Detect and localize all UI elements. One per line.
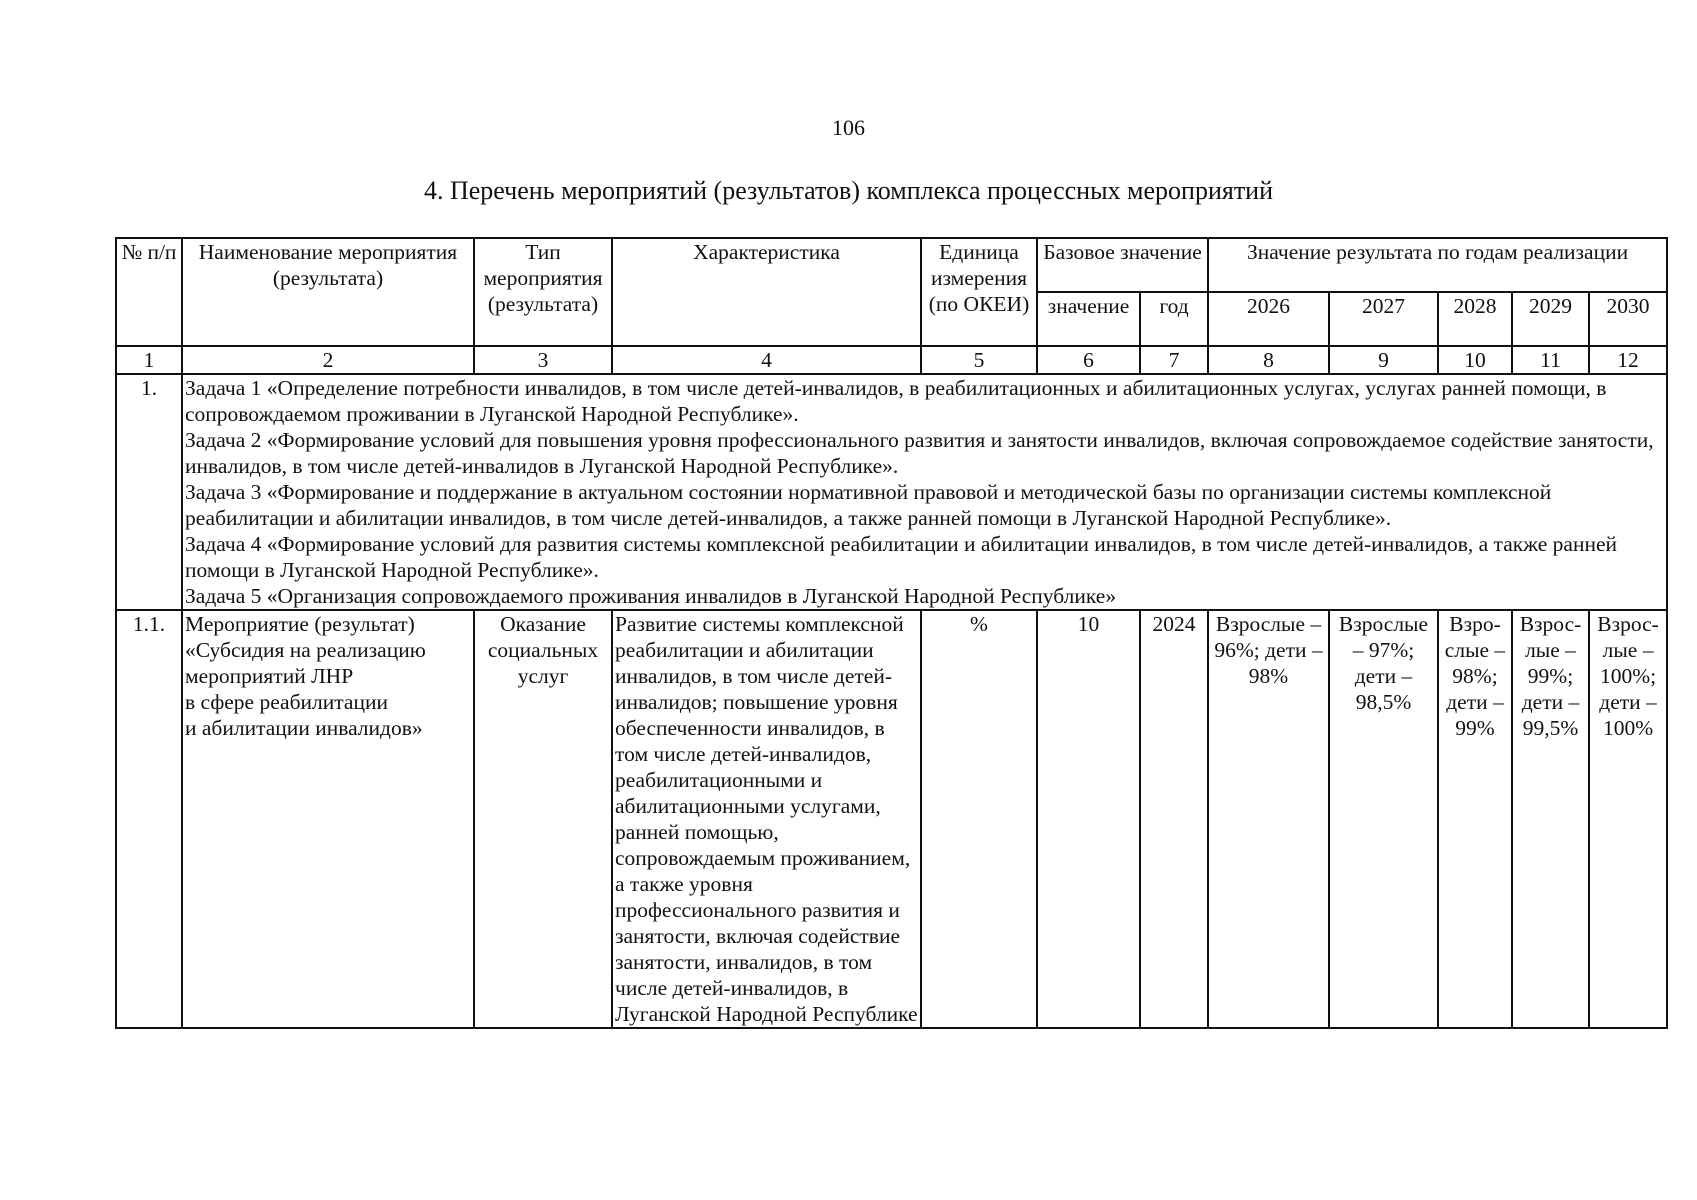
header-year-2028: 2028	[1438, 292, 1512, 346]
task-2: Задача 2 «Формирование условий для повышения уровня профессионального развития и занятости инвалидов, включая сопровождаемое содействие занятости, инвалидов, в том числе детей-инвалидов в Луганской Народной Республике».	[185, 428, 1654, 478]
row-name-line: и абилитации инвалидов»	[185, 716, 423, 740]
column-number: 11	[1512, 346, 1589, 374]
row-name	[182, 610, 474, 1028]
header-num: № п/п	[116, 238, 182, 346]
column-number: 5	[921, 346, 1037, 374]
page-number: 106	[832, 115, 865, 140]
header-base-year: год	[1140, 292, 1208, 346]
column-number: 12	[1589, 346, 1667, 374]
column-number: 7	[1140, 346, 1208, 374]
header-base-value: значение	[1037, 292, 1140, 346]
section-tasks	[182, 374, 1667, 610]
row-value-2029: Взрос-лые – 99%; дети – 99,5%	[1512, 610, 1589, 1028]
row-value-2030: Взрос-лые – 100%; дети – 100%	[1589, 610, 1667, 1028]
page-title: 4. Перечень мероприятий (результатов) комплекса процессных мероприятий	[423, 176, 1274, 205]
column-number: 9	[1329, 346, 1438, 374]
header-by-years: Значение результата по годам реализации	[1208, 238, 1667, 292]
header-year-2030: 2030	[1589, 292, 1667, 346]
header-year-2026: 2026	[1208, 292, 1329, 346]
row-characteristic: Развитие системы комплексной реабилитации и абилитации инвалидов, в том числе детей-инвалидов; повышение уровня обеспеченности инвалидов, в том числе детей-инвалидов, реабилитационными и абилитационными услугами, ранней помощью, сопровождаемым проживанием, а также уровня профессионального развития и занятости, включая содействие занятости, инвалидов, в том числе детей-инвалидов, в Луганской Народной Республике	[612, 610, 921, 1028]
row-value-2026: Взрослые – 96%; дети – 98%	[1208, 610, 1329, 1028]
column-number: 2	[182, 346, 474, 374]
column-number: 8	[1208, 346, 1329, 374]
column-number: 10	[1438, 346, 1512, 374]
section-row	[116, 374, 1667, 610]
section-num: 1.	[116, 374, 182, 610]
row-value-2028: Взро-слые – 98%; дети – 99%	[1438, 610, 1512, 1028]
task-4: Задача 4 «Формирование условий для развития системы комплексной реабилитации и абилитации инвалидов, в том числе детей-инвалидов, а также ранней помощи в Луганской Народной Республике».	[185, 532, 1618, 582]
row-base-value: 10	[1037, 610, 1140, 1028]
row-name-line: в сфере реабилитации	[185, 690, 388, 714]
row-name-line: мероприятий ЛНР	[185, 664, 354, 688]
row-num: 1.1.	[116, 610, 182, 1028]
header-characteristic: Характеристика	[612, 238, 921, 346]
table-row	[116, 610, 1667, 1028]
task-5: Задача 5 «Организация сопровождаемого проживания инвалидов в Луганской Народной Республике»	[185, 584, 1117, 608]
header-unit: Единица измерения (по ОКЕИ)	[921, 238, 1037, 346]
column-number: 6	[1037, 346, 1140, 374]
task-1: Задача 1 «Определение потребности инвалидов, в том числе детей-инвалидов, в реабилитационных и абилитационных услугах, услугах ранней помощи, в сопровождаемом проживании в Луганской Народной Республике».	[185, 376, 1607, 426]
column-number: 4	[612, 346, 921, 374]
row-name-line: «Субсидия на реализацию	[185, 638, 426, 662]
task-3: Задача 3 «Формирование и поддержание в актуальном состоянии нормативной правовой и методической базы по организации системы комплексной реабилитации и абилитации инвалидов, в том числе детей-инвалидов, а также ранней помощи в Луганской Народной Республике».	[185, 480, 1552, 530]
activities-table	[115, 237, 1668, 1029]
header-type: Тип мероприятия (результата)	[474, 238, 612, 346]
row-value-2027: Взрослые – 97%; дети – 98,5%	[1329, 610, 1438, 1028]
header-year-2029: 2029	[1512, 292, 1589, 346]
header-year-2027: 2027	[1329, 292, 1438, 346]
row-unit: %	[921, 610, 1037, 1028]
header-row	[116, 238, 1667, 292]
row-name-line: Мероприятие (результат)	[185, 612, 415, 636]
column-number-row	[116, 346, 1667, 374]
row-type: Оказание социальных услуг	[474, 610, 612, 1028]
header-name: Наименование мероприятия (результата)	[182, 238, 474, 346]
row-base-year: 2024	[1140, 610, 1208, 1028]
column-number: 1	[116, 346, 182, 374]
header-base: Базовое значение	[1037, 238, 1208, 292]
column-number: 3	[474, 346, 612, 374]
